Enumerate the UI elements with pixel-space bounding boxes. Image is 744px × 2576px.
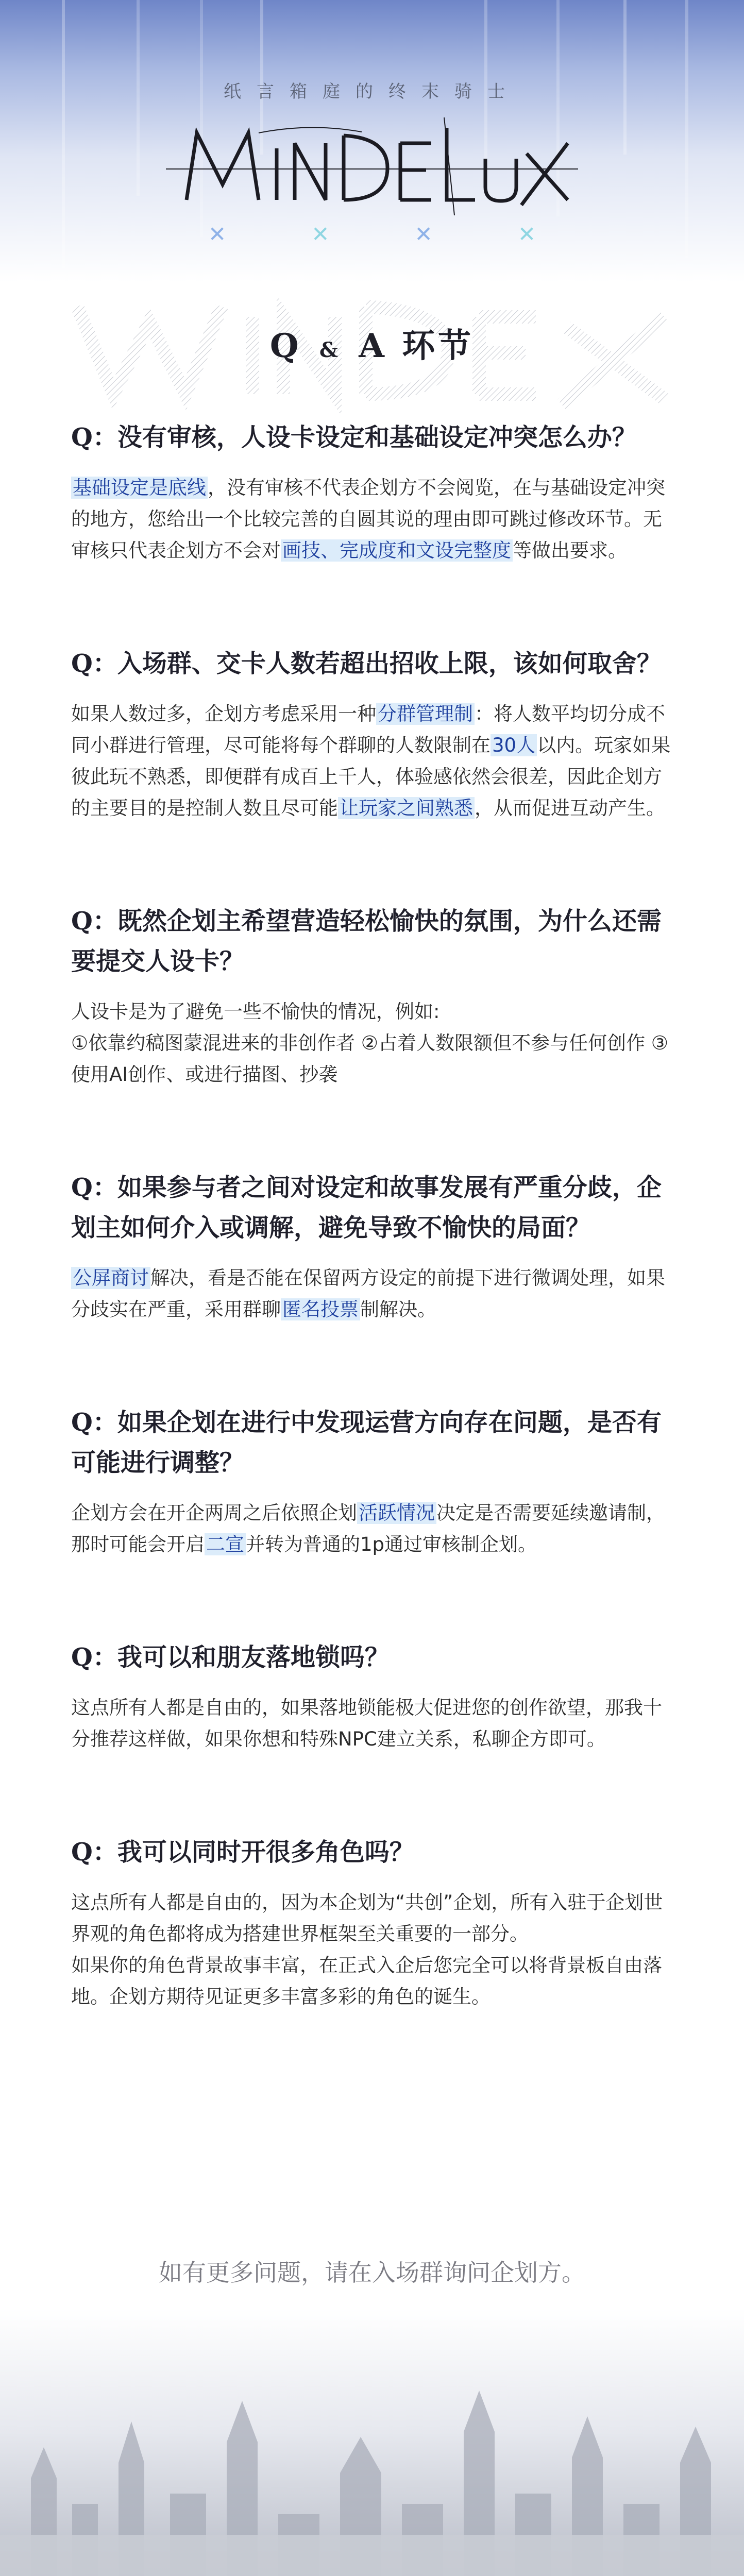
question-text: Q：入场群、交卡人数若超出招收上限，该如何取舍？ <box>71 649 662 678</box>
highlighted-text: 分群管理制 <box>376 703 475 725</box>
castle-silhouette <box>0 2308 744 2576</box>
title-rest: A 环节 <box>359 327 475 365</box>
answer-paragraph <box>71 1262 674 1325</box>
highlighted-text: 基础设定是底线 <box>71 477 208 499</box>
qa-item <box>71 1402 674 1560</box>
answer-paragraph <box>71 996 674 1027</box>
qa-list <box>71 417 674 2090</box>
question-text: Q：没有审核，人设卡设定和基础设定冲突怎么办？ <box>71 423 637 452</box>
qa-item <box>71 901 674 1090</box>
header-subtitle: 纸言箱庭的终末骑士 <box>224 81 520 102</box>
highlighted-text: 匿名投票 <box>281 1298 360 1320</box>
answer-paragraph <box>71 1027 674 1090</box>
answer-text <box>71 698 674 824</box>
answer-segment: 解决，看是否能在保留两方设定的前提下进行微调处理，如果分歧实在严重，采用群聊 <box>71 1267 665 1320</box>
cross-mark-icon: ✕ <box>311 222 330 247</box>
cross-mark-icon: ✕ <box>208 222 227 247</box>
answer-segment: 决定是否需要延续邀请制，那时可能会开启 <box>71 1502 665 1555</box>
title-ampersand: & <box>319 338 341 362</box>
question-text: Q：如果企划在进行中发现运营方向存在问题，是否有可能进行调整？ <box>71 1408 662 1477</box>
answer-segment: 如果人数过多，企划方考虑采用一种 <box>71 703 376 725</box>
qa-item <box>71 1832 674 2012</box>
answer-text <box>71 1262 674 1325</box>
question-text: Q：既然企划主希望营造轻松愉快的氛围，为什么还需要提交人设卡？ <box>71 907 662 976</box>
answer-segment: 以内。玩家如果彼此玩不熟悉，即便群有成百上千人，体验感依然会很差，因此企划方的主要目的是控制人数且尽可能 <box>71 734 671 819</box>
answer-text <box>71 1887 674 2012</box>
answer-text <box>71 1497 674 1560</box>
answer-paragraph <box>71 698 674 824</box>
answer-segment: 制解决。 <box>360 1298 436 1320</box>
answer-segment: ①依靠约稿图蒙混进来的非创作者 ②占着人数限额但不参与任何创作 ③使用AI创作、或进行描图、抄袭 <box>71 1032 669 1086</box>
answer-text <box>71 996 674 1090</box>
answer-segment: ，没有审核不代表企划方不会阅览，在与基础设定冲突的地方，您给出一个比较完善的自圆其说的理由即可跳过修改环节。无审核只代表企划方不会对 <box>71 477 665 562</box>
qa-section-title <box>0 319 744 367</box>
qa-item <box>71 643 674 824</box>
qa-item <box>71 1167 674 1325</box>
answer-segment: 人设卡是为了避免一些不愉快的情况，例如: <box>71 1001 440 1023</box>
answer-text <box>71 1692 674 1755</box>
mindelux-logo <box>166 112 578 215</box>
answer-segment: 并转为普通的1p通过审核制企划。 <box>246 1533 537 1555</box>
answer-segment: 企划方会在开企两周之后依照企划 <box>71 1502 357 1524</box>
title-q: Q <box>269 327 302 365</box>
question-text: Q：我可以和朋友落地锁吗？ <box>71 1643 390 1672</box>
qa-item <box>71 417 674 566</box>
question-text: Q：我可以同时开很多角色吗？ <box>71 1838 414 1867</box>
answer-segment: 这点所有人都是自由的，如果落地锁能极大促进您的创作欲望，那我十分推荐这样做，如果你想和特殊NPC建立关系，私聊企方即可。 <box>71 1697 662 1750</box>
answer-paragraph <box>71 1950 674 2012</box>
qa-item <box>71 1637 674 1755</box>
highlighted-text: 画技、完成度和文设完整度 <box>281 539 513 562</box>
highlighted-text: 二宣 <box>205 1533 246 1555</box>
highlighted-text: 让玩家之间熟悉 <box>338 797 475 819</box>
answer-segment: ，从而促进互动产生。 <box>475 797 665 819</box>
question-text: Q：如果参与者之间对设定和故事发展有严重分歧，企划主如何介入或调解，避免导致不愉快的局面？ <box>71 1173 662 1242</box>
decorative-marks <box>0 222 744 247</box>
highlighted-text: 公屏商讨 <box>71 1267 150 1289</box>
answer-segment: 如果你的角色背景故事丰富，在正式入企后您完全可以将背景板自由落地。企划方期待见证更多丰富多彩的角色的诞生。 <box>71 1954 662 2008</box>
answer-paragraph <box>71 1887 674 1950</box>
answer-paragraph <box>71 1692 674 1755</box>
cross-mark-icon: ✕ <box>414 222 433 247</box>
answer-paragraph <box>71 1497 674 1560</box>
cross-mark-icon: ✕ <box>517 222 536 247</box>
highlighted-text: 活跃情况 <box>357 1502 436 1524</box>
answer-segment: ：将人数平均切分成不同小群进行管理，尽可能将每个群聊的人数限制在 <box>71 703 665 756</box>
answer-text <box>71 472 674 566</box>
answer-segment: 这点所有人都是自由的，因为本企划为“共创”企划，所有入驻于企划世界观的角色都将成为搭建世界框架至关重要的一部分。 <box>71 1891 663 1945</box>
footer-note: 如有更多问题，请在入场群询问企划方。 <box>159 2259 585 2286</box>
highlighted-text: 30人 <box>491 734 537 756</box>
answer-paragraph <box>71 472 674 566</box>
answer-segment: 等做出要求。 <box>513 539 627 562</box>
